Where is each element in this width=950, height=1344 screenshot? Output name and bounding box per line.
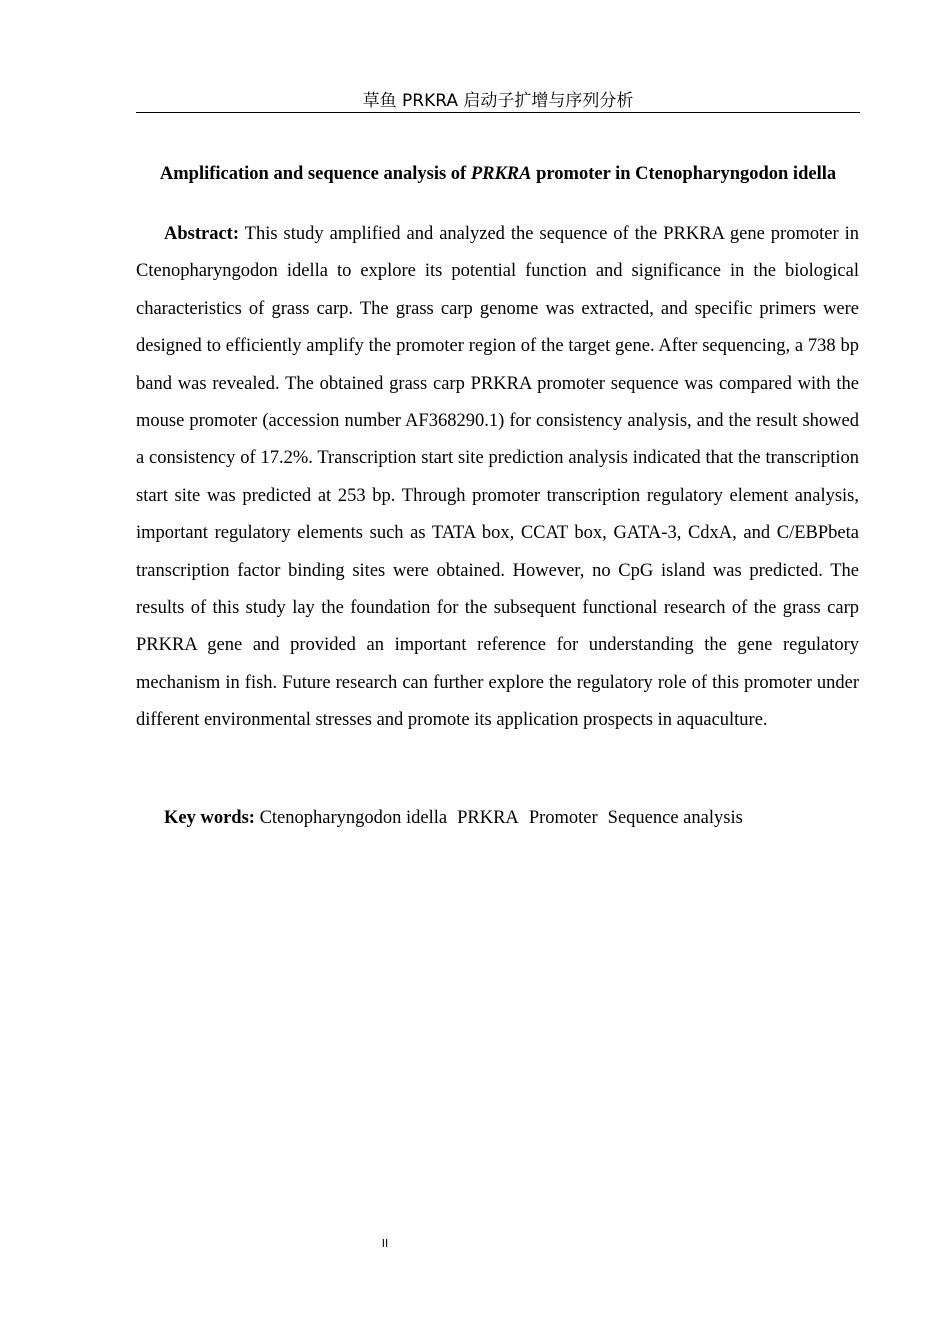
keywords-paragraph [136,800,859,836]
keyword-item: Sequence analysis [607,808,743,828]
keyword-item: Promoter [528,808,598,828]
abstract-label: Abstract: [164,224,240,244]
title-gene-name: PRKRA [470,164,532,184]
keywords-label: Key words: [164,808,255,828]
page-number: II [381,1237,389,1250]
abstract-paragraph [136,216,859,740]
title-text-after: promoter in Ctenopharyngodon idella [531,164,837,184]
running-header: 草鱼 PRKRA 启动子扩增与序列分析 [136,90,860,113]
title-text-before: Amplification and sequence analysis of [159,164,471,184]
paper-title [136,160,860,188]
keyword-item: PRKRA [457,808,519,828]
abstract-text: This study amplified and analyzed the sequence of the PRKRA gene promoter in Ctenopharyngodon idella to explore its potential function and significance in the biological characteristics of grass carp. The grass carp genome was extracted, and specific primers were designed to efficiently amplify the promoter region of the target gene. After sequencing, a 738 bp band was revealed. The obtained grass carp PRKRA promoter sequence was compared with the mouse promoter (accession number AF368290.1) for consistency analysis, and the result showed a consistency of 17.2%. Transcription start site prediction analysis indicated that the transcription start site was predicted at 253 bp. Through promoter transcription regulatory element analysis, important regulatory elements such as TATA box, CCAT box, GATA-3, CdxA, and C/EBPbeta transcription factor binding sites were obtained. However, no CpG island was predicted. The results of this study lay the foundation for the subsequent functional research of the grass carp PRKRA gene and provided an important reference for understanding the gene regulatory mechanism in fish. Future research can further explore the regulatory role of this promoter under different environmental stresses and promote its application prospects in aquaculture. [136,224,859,731]
keyword-item: Ctenopharyngodon idella [259,808,448,828]
